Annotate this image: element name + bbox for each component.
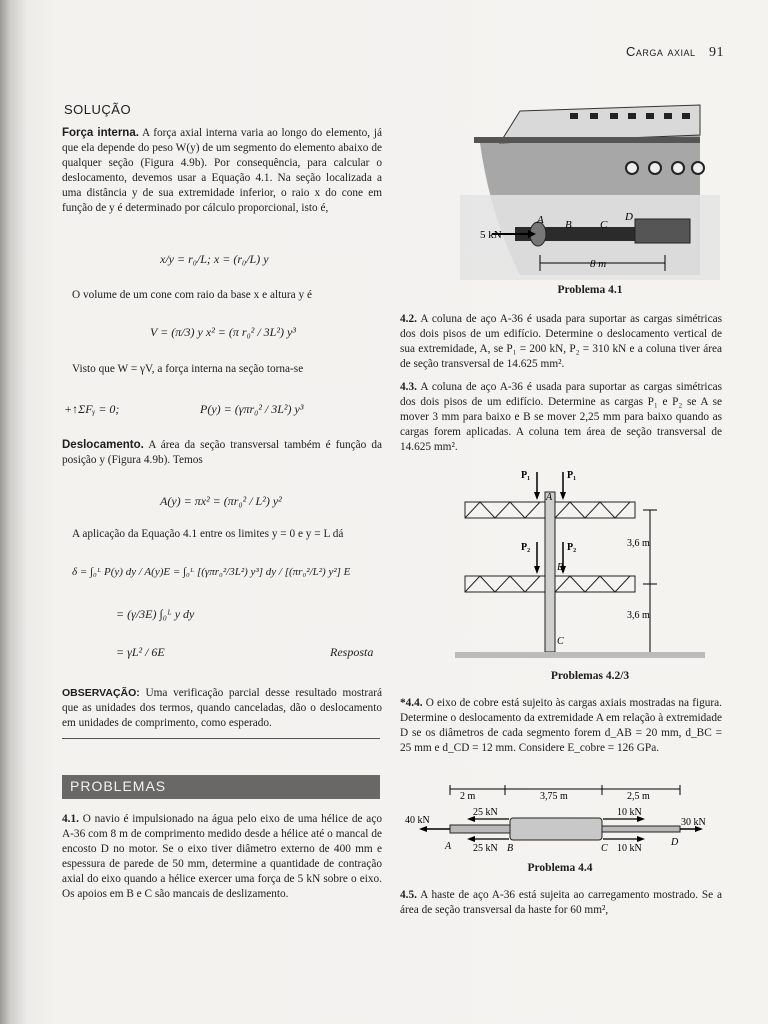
equation-delta-step: = (γ/3E) ∫₀ᴸ y dy [116, 607, 195, 621]
shaft-load-25-top: 25 kN [473, 807, 498, 818]
problem-4-1-number: 4.1. [62, 813, 79, 825]
solution-heading: SOLUÇÃO [64, 102, 132, 117]
shaft-dim-bc: 3,75 m [540, 791, 568, 802]
shaft-load-10-top: 10 kN [617, 807, 642, 818]
problem-4-1-text: O navio é impulsionado na água pelo eixo de uma hélice de aço A-36 com 8 m de comprimento medido desde a hélice até o mancal de encosto D no motor. Se o eixo tiver diâmetro externo de 400 mm e espessura de parede de 50 mm, determine a quantidade de contração axial do eixo quando a hélice exercer uma força de 5 kN sobre o eixo. Os apoios em B e C são mancais de deslizamento. [62, 813, 382, 900]
problem-4-2-text: A coluna de aço A-36 é usada para suportar as cargas simétricas dos dois pisos de um edifício. Determine o deslocamento vertical de sua extremidade, A, se P₁ = 200 kN, P₂ = 310 kN e a coluna tiver área de seção transversal de 14.625 mm². [400, 313, 722, 370]
equation-proportion: x/y = r₀/L; x = (r₀/L) y [160, 252, 269, 266]
svg-text:B: B [507, 843, 514, 854]
svg-text:A: A [537, 214, 544, 226]
running-header [626, 44, 724, 61]
problem-4-3-number: 4.3. [400, 381, 417, 393]
svg-text:A: A [546, 492, 553, 503]
displacement-paragraph [62, 438, 382, 468]
svg-text:B: B [565, 219, 572, 231]
column-p1-left: P₁ [521, 470, 531, 481]
problem-4-5-text: A haste de aço A-36 está sujeita ao carregamento mostrado. Se a área de seção transversal da haste for 60 mm², [400, 889, 723, 916]
displacement-text: A área da seção transversal também é função da posição y (Figura 4.9b). Temos [62, 439, 382, 466]
shaft-load-30: 30 kN [681, 817, 706, 828]
page-number: 91 [709, 45, 724, 60]
column-figure [455, 462, 725, 667]
observation-text: Uma verificação parcial desse resultado mostrará que as unidades dos termos, quando canceladas, dão o deslocamento em unidades de comprimento, como esperado. [62, 687, 382, 729]
chapter-title: Carga axial [625, 44, 696, 59]
problem-4-5 [400, 888, 722, 918]
weight-text: Visto que W = γV, a força interna na seção torna-se [72, 363, 304, 375]
ship-force-label: 5 kN [480, 229, 502, 241]
volume-text: O volume de um cone com raio da base x e altura y é [72, 289, 312, 301]
observation-paragraph [62, 686, 382, 731]
caption-problem-4-1: Problema 4.1 [557, 284, 623, 296]
column-height-2: 3,6 m [627, 610, 650, 621]
ship-figure [460, 95, 720, 280]
shaft-load-40: 40 kN [405, 815, 430, 826]
shaft-load-10-bottom: 10 kN [617, 843, 642, 854]
svg-text:C: C [600, 219, 608, 231]
equation-volume: V = (π/3) y x² = (π r₀² / 3L²) y³ [150, 325, 296, 339]
column-p1-right: P₁ [567, 470, 577, 481]
answer-label: Resposta [330, 645, 374, 659]
problem-4-2-number: 4.2. [400, 313, 417, 325]
svg-text:D: D [625, 211, 633, 223]
ship-length-label: 8 m [590, 258, 607, 270]
problem-4-4 [400, 696, 722, 756]
problem-4-4-text: O eixo de cobre está sujeito às cargas axiais mostradas na figura. Determine o deslocamento da extremidade A em relação à extremidade D se os diâmetros de cada segmento forem d_AB = 20 mm, d_BC = 25 mm e d_CD = 12 mm. Considere E_cobre = 126 GPa. [400, 697, 722, 754]
internal-force-paragraph [62, 126, 382, 216]
shaft-dim-cd: 2,5 m [627, 791, 650, 802]
displacement-title: Deslocamento. [62, 439, 144, 451]
svg-text:B: B [557, 562, 564, 573]
internal-force-title: Força interna. [62, 127, 139, 139]
column-p2-right: P₂ [567, 542, 577, 553]
divider [62, 738, 380, 739]
internal-force-text: A força axial interna varia ao longo do elemento, já que ela depende do peso W(y) de um segmento do elemento abaixo de qualquer seção (Figura 4.9b). Por consequência, para calcular o deslocamento, devemos usar a Equação 4.1. Na seção localizada a uma distância y de sua extremidade inferior, o raio x do cone em função de y é determinado por cálculo proporcional, isto é, [62, 127, 382, 214]
problems-heading: PROBLEMAS [62, 775, 380, 799]
svg-text:A: A [445, 841, 452, 852]
problem-4-3 [400, 380, 722, 455]
equation-delta: δ = ∫₀ᴸ P(y) dy / A(y)E = ∫₀ᴸ [(γπr₀²/3L²) y³] dy / [(πr₀²/L²) y²] E [72, 566, 351, 578]
problem-4-3-text: A coluna de aço A-36 é usada para suportar as cargas simétricas dos dois pisos de um edifício. Determine as cargas P₁ e P₂ se A se mover 3 mm para baixo e B se mover 2,25 mm para baixo quando as cargas forem aplicadas. A coluna tem área de seção transversal de 14.625 mm². [400, 381, 722, 453]
shaft-figure [405, 785, 715, 855]
problem-4-2 [400, 312, 722, 372]
equation-area: A(y) = πx² = (πr₀² / L²) y² [160, 494, 282, 508]
svg-text:D: D [671, 837, 679, 848]
column-p2-left: P₂ [521, 542, 531, 553]
observation-title: OBSERVAÇÃO: [62, 687, 140, 699]
equation-delta-result: = γL² / 6E [116, 645, 165, 659]
problem-4-5-number: 4.5. [400, 889, 417, 901]
shaft-dim-ab: 2 m [460, 791, 476, 802]
column-height-1: 3,6 m [627, 538, 650, 549]
apply-text: A aplicação da Equação 4.1 entre os limites y = 0 e y = L dá [72, 528, 344, 540]
svg-text:C: C [601, 843, 608, 854]
shaft-load-25-bottom: 25 kN [473, 843, 498, 854]
caption-problems-4-2-3: Problemas 4.2/3 [550, 670, 630, 682]
caption-problem-4-4: Problema 4.4 [527, 862, 593, 874]
problem-4-1 [62, 812, 382, 902]
equation-internal-force: P(y) = (γπr₀² / 3L²) y³ [200, 402, 304, 416]
svg-text:C: C [557, 636, 564, 647]
equation-equilibrium-left: +↑ΣFᵧ = 0; [64, 402, 120, 416]
problem-4-4-number: *4.4. [400, 697, 423, 709]
